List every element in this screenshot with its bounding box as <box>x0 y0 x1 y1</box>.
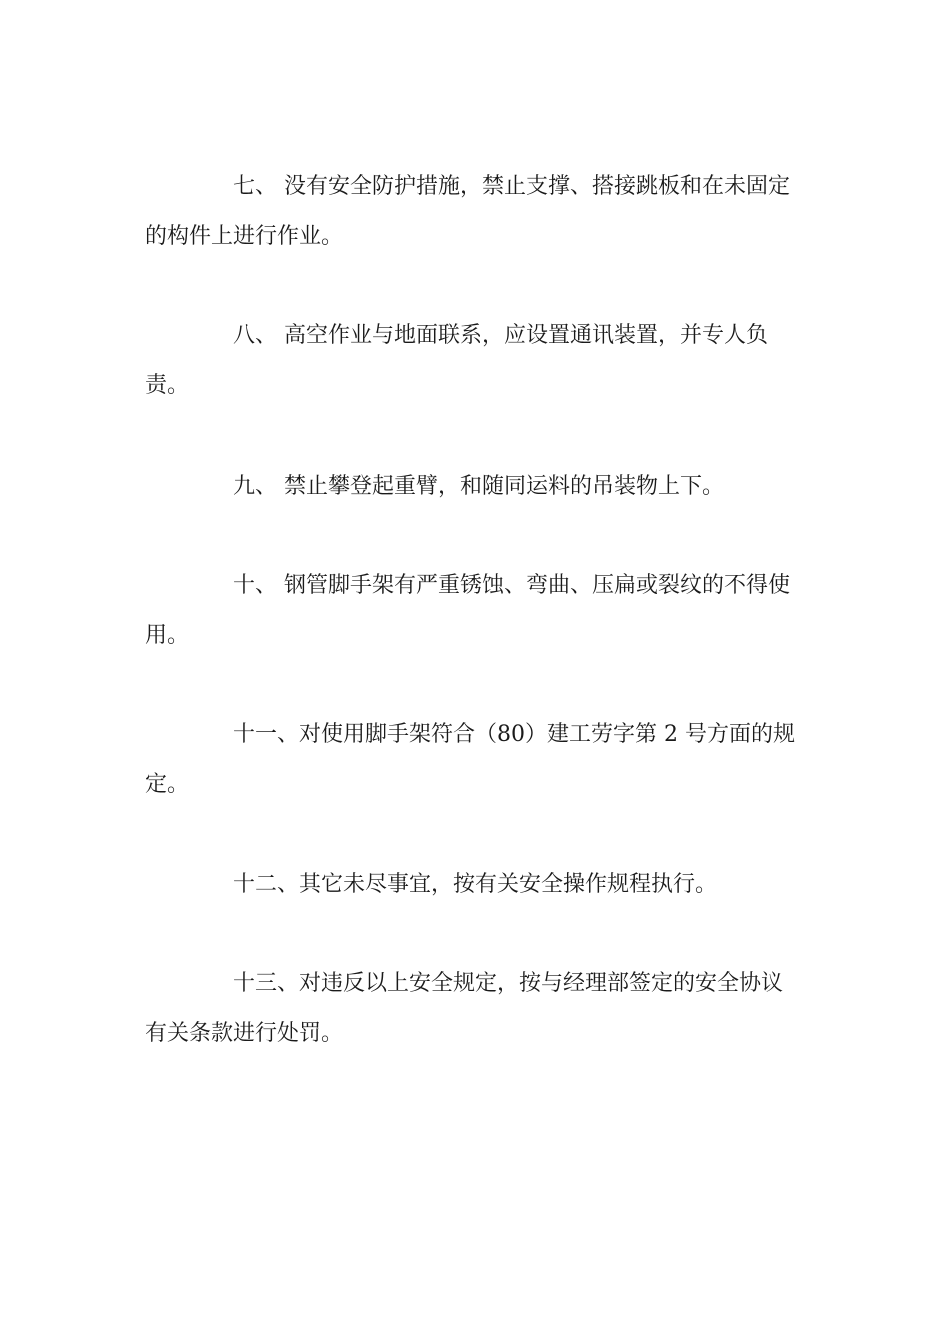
paragraph-line: 十二、其它未尽事宜，按有关安全操作规程执行。 <box>233 872 718 897</box>
paragraph-line: 九、 禁止攀登起重臂，和随同运料的吊装物上下。 <box>233 474 724 499</box>
paragraph-13 <box>145 959 805 1059</box>
paragraph-10 <box>145 561 805 661</box>
paragraph-line: 十一、对使用脚手架符合（80）建工劳字第 2 号方面的规 <box>233 722 795 747</box>
paragraph-line: 用。 <box>145 623 190 648</box>
paragraph-12 <box>145 860 805 910</box>
paragraph-line: 八、 高空作业与地面联系，应设置通讯装置，并专人负 <box>233 323 768 348</box>
paragraph-11 <box>145 710 805 810</box>
paragraph-line: 的构件上进行作业。 <box>145 224 344 249</box>
paragraph-line: 七、 没有安全防护措施，禁止支撑、搭接跳板和在未固定 <box>233 174 790 199</box>
paragraph-line: 十、 钢管脚手架有严重锈蚀、弯曲、压扁或裂纹的不得使 <box>233 573 790 598</box>
paragraph-line: 定。 <box>145 772 190 797</box>
paragraph-7 <box>145 162 805 262</box>
paragraph-line: 十三、对违反以上安全规定，按与经理部签定的安全协议 <box>233 971 784 996</box>
paragraph-line: 责。 <box>145 373 190 398</box>
paragraph-line: 有关条款进行处罚。 <box>145 1021 344 1046</box>
paragraph-9 <box>145 462 805 512</box>
paragraph-8 <box>145 311 805 411</box>
